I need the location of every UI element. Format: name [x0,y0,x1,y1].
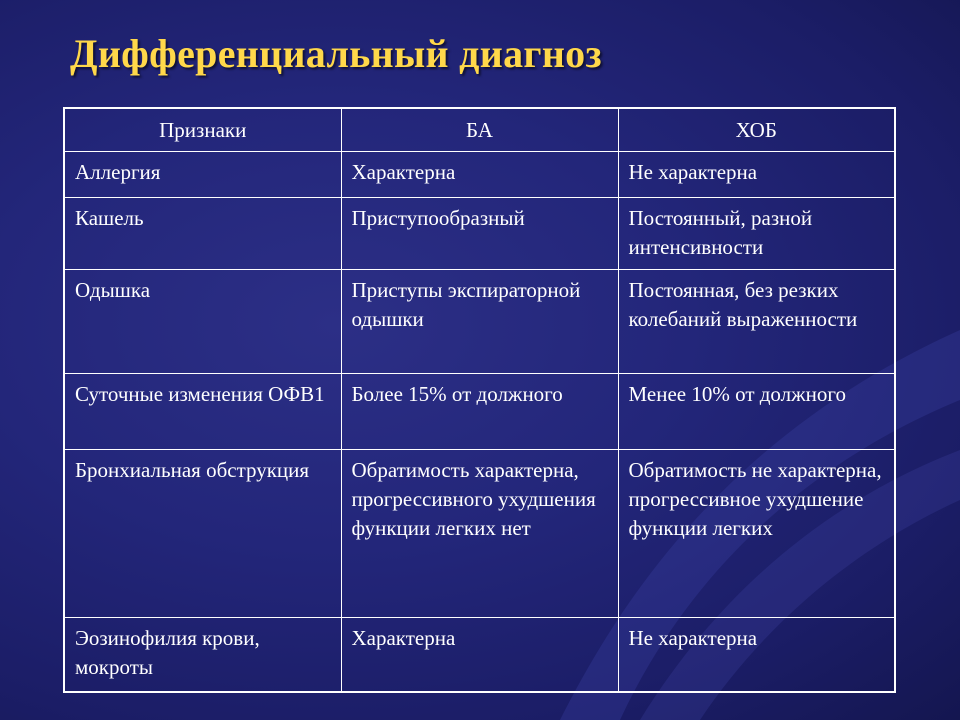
table-row [64,374,895,450]
cell-criteria: Эозинофилия крови, мокроты [64,618,341,692]
table-row [64,152,895,198]
header-criteria: Признаки [64,108,341,152]
cell-asthma: Более 15% от должного [341,374,618,450]
cell-copd: Постоянная, без резких колебаний выраженности [618,270,895,374]
cell-asthma: Характерна [341,152,618,198]
header-asthma: БА [341,108,618,152]
table-row [64,450,895,618]
cell-criteria: Кашель [64,198,341,270]
cell-asthma: Обратимость характерна, прогрессивного ухудшения функции легких нет [341,450,618,618]
header-copd: ХОБ [618,108,895,152]
cell-criteria: Бронхиальная обструкция [64,450,341,618]
cell-asthma: Приступообразный [341,198,618,270]
differential-diagnosis-table [63,107,896,693]
table-row [64,618,895,692]
cell-criteria: Суточные изменения ОФВ1 [64,374,341,450]
cell-copd: Не характерна [618,152,895,198]
slide-title: Дифференциальный диагноз [70,31,602,76]
table-row [64,198,895,270]
cell-copd: Менее 10% от должного [618,374,895,450]
cell-asthma: Характерна [341,618,618,692]
cell-criteria: Аллергия [64,152,341,198]
cell-asthma: Приступы экспираторной одышки [341,270,618,374]
table-header-row [64,108,895,152]
cell-copd: Не характерна [618,618,895,692]
cell-copd: Постоянный, разной интенсивности [618,198,895,270]
cell-copd: Обратимость не характерна, прогрессивное ухудшение функции легких [618,450,895,618]
table-row [64,270,895,374]
cell-criteria: Одышка [64,270,341,374]
